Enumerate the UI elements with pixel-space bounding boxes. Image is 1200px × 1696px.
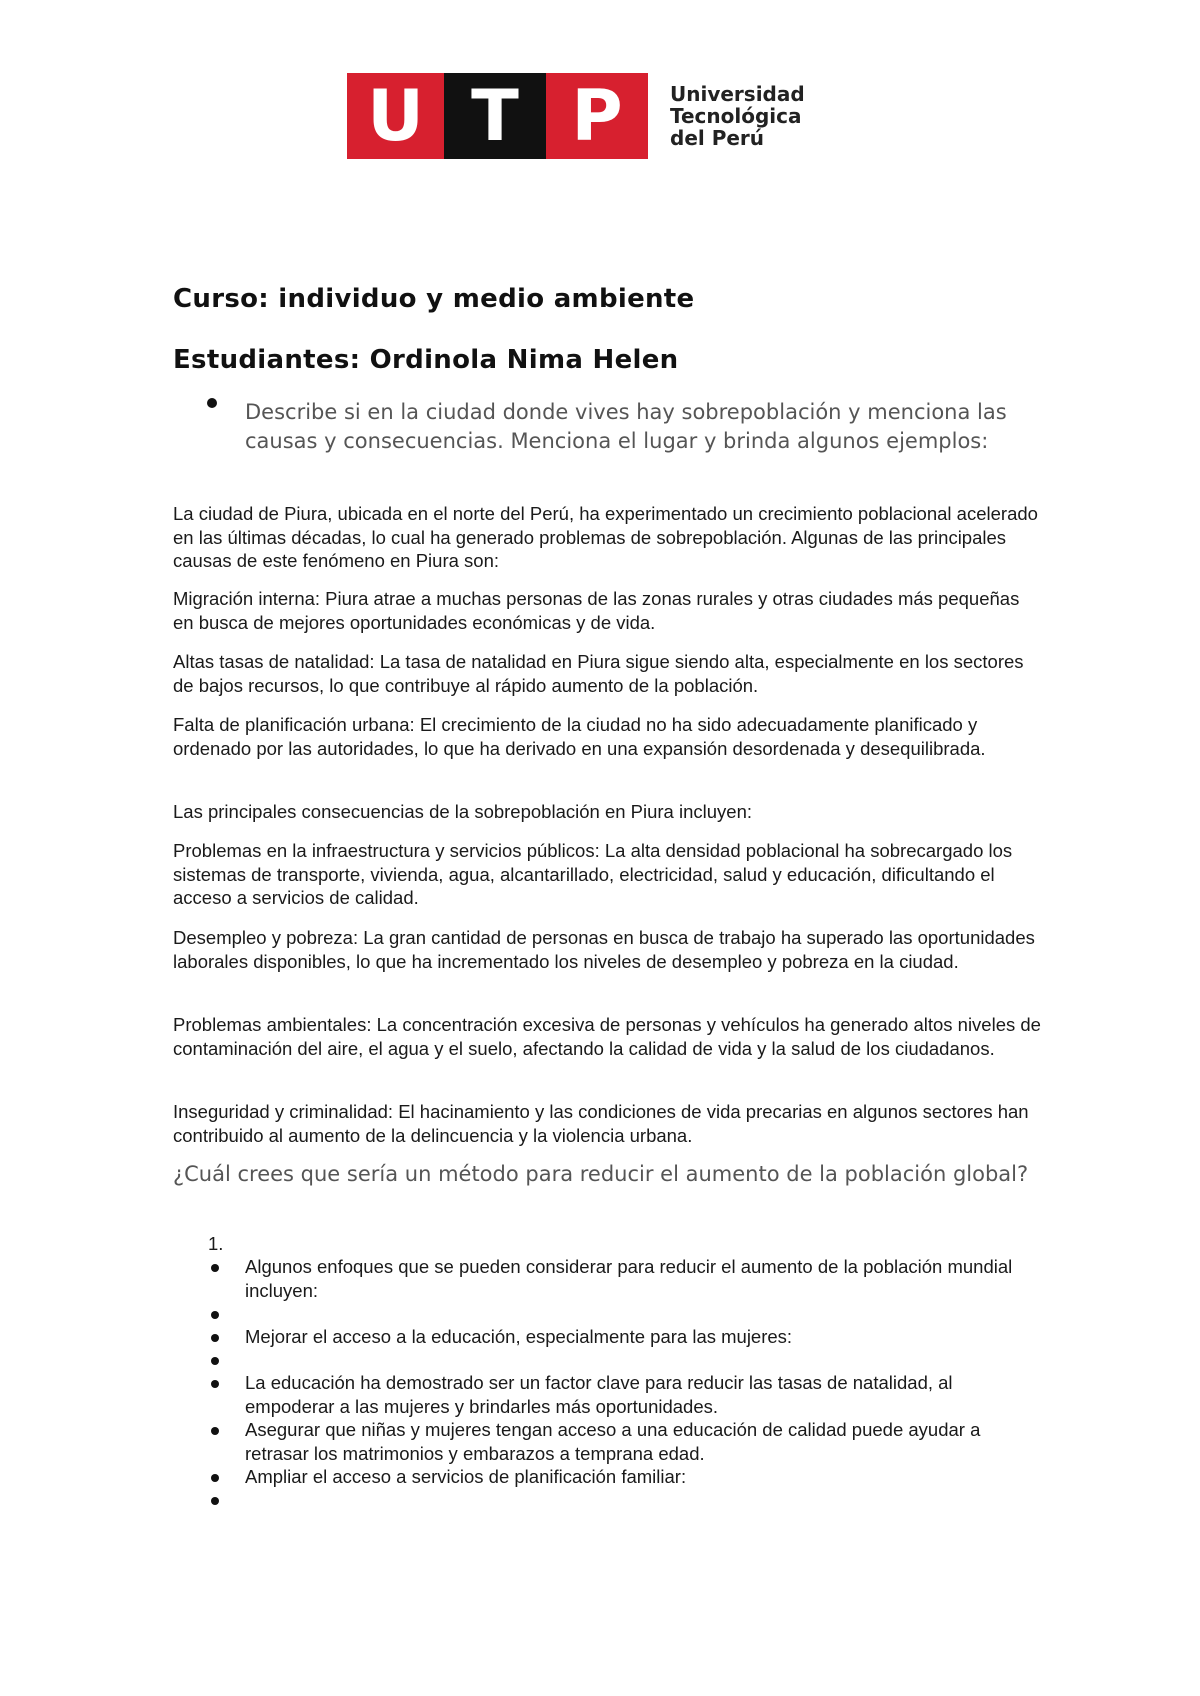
students-heading: Estudiantes: Ordinola Nima Helen (173, 345, 679, 375)
paragraph-consequence-unemployment: Desempleo y pobreza: La gran cantidad de personas en busca de trabajo ha superado las oportunidades laborales disponibles, lo que ha incrementado los niveles de desempleo y pobreza en la ciudad. (173, 927, 1035, 972)
logo-name-line: Tecnológica (670, 104, 802, 128)
bullet-icon (207, 398, 217, 408)
paragraph-consequence-environment: Problemas ambientales: La concentración excesiva de personas y vehículos ha generado altos niveles de contaminación del aire, el agua y el suelo, afectando la calidad de vida y la salud de los ciudadanos. (173, 1014, 1041, 1059)
logo-letter-u: U (347, 73, 444, 159)
bullet-icon (211, 1380, 219, 1388)
list-number: 1. (208, 1233, 224, 1254)
logo-name-line: Universidad (670, 82, 805, 106)
paragraph-cause-migration: Migración interna: Piura atrae a muchas personas de las zonas rurales y otras ciudades más pequeñas en busca de mejores oportunidades económicas y de vida. (173, 588, 1020, 633)
list-item: Algunos enfoques que se pueden considerar para reducir el aumento de la población mundial incluyen: (245, 1256, 1013, 1301)
paragraph-consequence-infrastructure: Problemas en la infraestructura y servicios públicos: La alta densidad poblacional ha sobrecargado los sistemas de transporte, vivienda, agua, alcantarillado, electricidad, salud y educación, dificultando el acceso a servicios de calidad. (173, 840, 1013, 908)
logo-university-name (670, 83, 805, 149)
bullet-icon (211, 1427, 219, 1435)
logo-letter-p: P (546, 73, 648, 159)
paragraph-cause-planning: Falta de planificación urbana: El crecimiento de la ciudad no ha sido adecuadamente planificado y ordenado por las autoridades, lo que ha derivado en una expansión desordenada y desequilibrada. (173, 714, 986, 759)
logo-letter-band (347, 73, 648, 159)
logo-letter-t: T (444, 73, 546, 159)
list-item: Ampliar el acceso a servicios de planificación familiar: (245, 1466, 687, 1487)
course-heading: Curso: individuo y medio ambiente (173, 284, 695, 314)
bullet-icon (211, 1357, 219, 1365)
paragraph-consequence-insecurity: Inseguridad y criminalidad: El hacinamiento y las condiciones de vida precarias en algunos sectores han contribuido al aumento de la delincuencia y la violencia urbana. (173, 1101, 1029, 1146)
bullet-icon (211, 1497, 219, 1505)
logo-name-line: del Perú (670, 126, 765, 150)
bullet-icon (211, 1474, 219, 1482)
paragraph-intro: La ciudad de Piura, ubicada en el norte del Perú, ha experimentado un crecimiento poblacional acelerado en las últimas décadas, lo cual ha generado problemas de sobrepoblación. Algunas de las principales causas de este fenómeno en Piura son: (173, 503, 1038, 571)
bullet-icon (211, 1311, 219, 1319)
bullet-icon (211, 1334, 219, 1342)
question-two: ¿Cuál crees que sería un método para reducir el aumento de la población global? (173, 1162, 1029, 1186)
list-item: La educación ha demostrado ser un factor clave para reducir las tasas de natalidad, al empoderar a las mujeres y brindarles más oportunidades. (245, 1372, 953, 1417)
question-one: Describe si en la ciudad donde vives hay sobrepoblación y menciona las causas y consecuencias. Menciona el lugar y brinda algunos ejemplos: (245, 400, 1007, 453)
paragraph-cause-natality: Altas tasas de natalidad: La tasa de natalidad en Piura sigue siendo alta, especialmente en los sectores de bajos recursos, lo que contribuye al rápido aumento de la población. (173, 651, 1024, 696)
bullet-icon (211, 1264, 219, 1272)
list-item: Mejorar el acceso a la educación, especialmente para las mujeres: (245, 1326, 793, 1347)
list-item: Asegurar que niñas y mujeres tengan acceso a una educación de calidad puede ayudar a retrasar los matrimonios y embarazos a temprana edad. (245, 1419, 981, 1464)
paragraph-consequences-intro: Las principales consecuencias de la sobrepoblación en Piura incluyen: (173, 801, 753, 822)
utp-logo (347, 73, 805, 159)
